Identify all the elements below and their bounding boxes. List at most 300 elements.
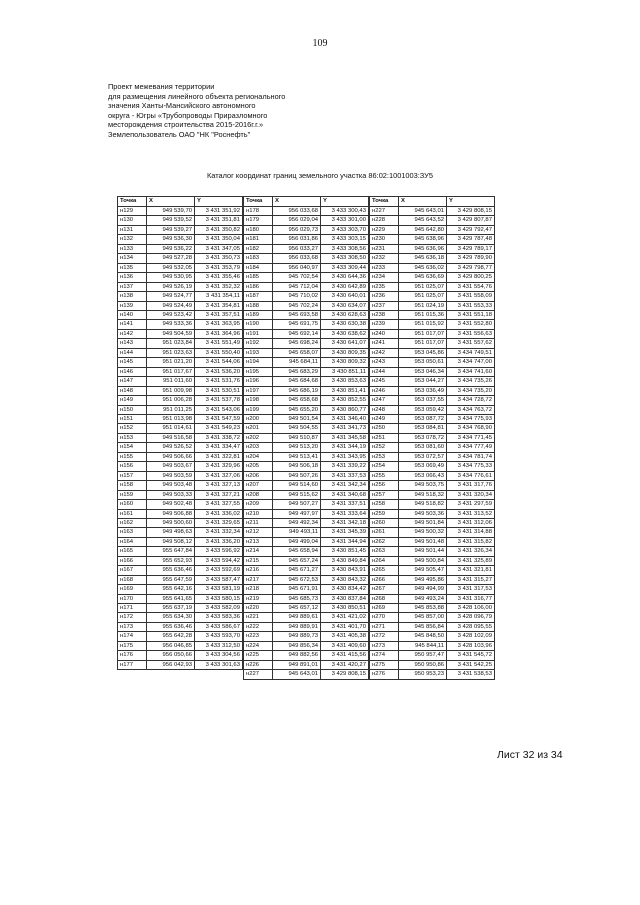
- x-coordinate-cell: 949 539,27: [147, 225, 195, 234]
- x-coordinate-cell: 956 033,27: [273, 244, 321, 253]
- table-row: [118, 282, 243, 291]
- point-id-cell: н167: [118, 566, 147, 575]
- table-row: [118, 632, 243, 641]
- x-coordinate-cell: 945 702,54: [273, 273, 321, 282]
- y-coordinate-cell: 3 434 775,93: [447, 414, 495, 423]
- y-coordinate-cell: 3 428 102,09: [447, 632, 495, 641]
- point-id-cell: н162: [118, 518, 147, 527]
- table-row: [118, 348, 243, 357]
- point-id-cell: н200: [244, 414, 273, 423]
- x-coordinate-cell: 949 493,11: [273, 528, 321, 537]
- x-coordinate-cell: 949 503,59: [147, 471, 195, 480]
- coordinate-table: [369, 196, 495, 680]
- y-coordinate-cell: 3 429 808,15: [321, 670, 369, 679]
- table-row: [244, 585, 369, 594]
- column-header-point: Точка: [370, 197, 399, 207]
- table-row: [118, 358, 243, 367]
- x-coordinate-cell: 949 889,61: [273, 613, 321, 622]
- y-coordinate-cell: 3 431 334,47: [195, 443, 243, 452]
- point-id-cell: н129: [118, 207, 147, 216]
- x-coordinate-cell: 951 023,63: [147, 348, 195, 357]
- x-coordinate-cell: 949 499,04: [273, 537, 321, 546]
- point-id-cell: н143: [118, 339, 147, 348]
- y-coordinate-cell: 3 430 634,07: [321, 301, 369, 310]
- x-coordinate-cell: 949 532,05: [147, 263, 195, 272]
- table-row: [370, 604, 495, 613]
- y-coordinate-cell: 3 431 558,09: [447, 292, 495, 301]
- point-id-cell: н231: [370, 244, 399, 253]
- y-coordinate-cell: 3 431 557,62: [447, 339, 495, 348]
- x-coordinate-cell: 955 634,30: [147, 613, 195, 622]
- point-id-cell: н184: [244, 263, 273, 272]
- point-id-cell: н196: [244, 377, 273, 386]
- x-coordinate-cell: 951 009,98: [147, 386, 195, 395]
- header-line: месторождения строительства 2015-2016г.г.»: [108, 120, 264, 130]
- x-coordinate-cell: 949 536,30: [147, 235, 195, 244]
- column-header-x: X: [399, 197, 447, 207]
- table-row: [370, 339, 495, 348]
- table-row: [370, 282, 495, 291]
- x-coordinate-cell: 951 015,92: [399, 320, 447, 329]
- x-coordinate-cell: 955 637,19: [147, 604, 195, 613]
- y-coordinate-cell: 3 430 809,35: [321, 348, 369, 357]
- x-coordinate-cell: 950 957,47: [399, 651, 447, 660]
- table-row: [118, 254, 243, 263]
- table-row: [370, 670, 495, 679]
- coordinate-table: [243, 196, 369, 680]
- point-id-cell: н219: [244, 594, 273, 603]
- table-row: [118, 651, 243, 660]
- point-id-cell: н173: [118, 622, 147, 631]
- point-id-cell: н175: [118, 641, 147, 650]
- empty-row: [118, 670, 243, 679]
- y-coordinate-cell: 3 433 308,50: [321, 254, 369, 263]
- point-id-cell: н135: [118, 263, 147, 272]
- table-row: [370, 207, 495, 216]
- x-coordinate-cell: 951 015,36: [399, 310, 447, 319]
- y-coordinate-cell: 3 431 547,59: [195, 414, 243, 423]
- y-coordinate-cell: 3 431 415,56: [321, 651, 369, 660]
- x-coordinate-cell: 949 495,86: [399, 575, 447, 584]
- table-row: [244, 490, 369, 499]
- table-row: [118, 641, 243, 650]
- point-id-cell: н227: [244, 670, 273, 679]
- x-coordinate-cell: 950 953,23: [399, 670, 447, 679]
- y-coordinate-cell: 3 429 792,47: [447, 225, 495, 234]
- point-id-cell: н229: [370, 225, 399, 234]
- table-row: [244, 254, 369, 263]
- table-row: [244, 386, 369, 395]
- y-coordinate-cell: 3 431 322,81: [195, 452, 243, 461]
- y-coordinate-cell: 3 431 405,38: [321, 632, 369, 641]
- y-coordinate-cell: 3 431 554,76: [447, 282, 495, 291]
- y-coordinate-cell: 3 429 789,17: [447, 244, 495, 253]
- x-coordinate-cell: 949 506,88: [147, 509, 195, 518]
- y-coordinate-cell: 3 430 628,63: [321, 310, 369, 319]
- y-coordinate-cell: 3 431 538,53: [447, 670, 495, 679]
- y-coordinate-cell: 3 431 327,21: [195, 490, 243, 499]
- y-coordinate-cell: 3 431 297,59: [447, 500, 495, 509]
- x-coordinate-cell: 945 856,84: [399, 622, 447, 631]
- point-id-cell: н271: [370, 622, 399, 631]
- y-coordinate-cell: 3 430 852,55: [321, 396, 369, 405]
- table-row: [244, 273, 369, 282]
- table-row: [370, 433, 495, 442]
- table-row: [244, 594, 369, 603]
- table-row: [118, 263, 243, 272]
- x-coordinate-cell: 949 524,77: [147, 292, 195, 301]
- table-row: [370, 358, 495, 367]
- y-coordinate-cell: 3 428 103,96: [447, 641, 495, 650]
- x-coordinate-cell: 949 513,41: [273, 452, 321, 461]
- table-row: [118, 500, 243, 509]
- x-coordinate-cell: 945 710,02: [273, 292, 321, 301]
- header-line: округа - Югры «Трубопроводы Приразломного: [108, 110, 268, 120]
- y-coordinate-cell: 3 431 336,20: [195, 537, 243, 546]
- point-id-cell: н216: [244, 566, 273, 575]
- y-coordinate-cell: 3 431 345,39: [321, 528, 369, 537]
- point-id-cell: н156: [118, 462, 147, 471]
- table-row: [244, 405, 369, 414]
- point-id-cell: н141: [118, 320, 147, 329]
- x-coordinate-cell: 949 510,87: [273, 433, 321, 442]
- y-coordinate-cell: 3 429 800,25: [447, 273, 495, 282]
- x-coordinate-cell: 956 050,66: [147, 651, 195, 660]
- y-coordinate-cell: 3 431 327,13: [195, 481, 243, 490]
- y-coordinate-cell: 3 433 593,70: [195, 632, 243, 641]
- header-line: для размещения линейного объекта регионального: [108, 91, 286, 101]
- point-id-cell: н257: [370, 490, 399, 499]
- point-id-cell: н132: [118, 235, 147, 244]
- point-id-cell: н146: [118, 367, 147, 376]
- x-coordinate-cell: 951 014,61: [147, 424, 195, 433]
- y-coordinate-cell: 3 430 809,32: [321, 358, 369, 367]
- point-id-cell: н244: [370, 367, 399, 376]
- y-coordinate-cell: 3 431 344,94: [321, 537, 369, 546]
- x-coordinate-cell: 949 526,52: [147, 443, 195, 452]
- y-coordinate-cell: 3 429 798,77: [447, 263, 495, 272]
- table-row: [118, 490, 243, 499]
- x-coordinate-cell: 953 072,57: [399, 452, 447, 461]
- x-coordinate-cell: 949 536,22: [147, 244, 195, 253]
- x-coordinate-cell: 951 017,67: [147, 367, 195, 376]
- table-row: [118, 509, 243, 518]
- x-coordinate-cell: 945 643,01: [399, 207, 447, 216]
- table-row: [370, 301, 495, 310]
- y-coordinate-cell: 3 433 580,15: [195, 594, 243, 603]
- y-coordinate-cell: 3 431 327,06: [195, 471, 243, 480]
- y-coordinate-cell: 3 431 355,46: [195, 273, 243, 282]
- table-row: [370, 509, 495, 518]
- x-coordinate-cell: 949 504,59: [147, 329, 195, 338]
- table-row: [370, 367, 495, 376]
- point-id-cell: н185: [244, 273, 273, 282]
- table-row: [370, 500, 495, 509]
- point-id-cell: н147: [118, 377, 147, 386]
- point-id-cell: н133: [118, 244, 147, 253]
- table-row: [370, 386, 495, 395]
- x-coordinate-cell: 949 507,27: [273, 500, 321, 509]
- y-coordinate-cell: 3 431 354,11: [195, 292, 243, 301]
- point-id-cell: н263: [370, 547, 399, 556]
- table-row: [370, 244, 495, 253]
- y-coordinate-cell: 3 433 301,00: [321, 216, 369, 225]
- x-coordinate-cell: 949 539,70: [147, 207, 195, 216]
- y-coordinate-cell: 3 431 342,18: [321, 518, 369, 527]
- table-row: [244, 556, 369, 565]
- x-coordinate-cell: 953 087,72: [399, 414, 447, 423]
- x-coordinate-cell: 953 084,81: [399, 424, 447, 433]
- y-coordinate-cell: 3 430 850,51: [321, 604, 369, 613]
- x-coordinate-cell: 945 655,20: [273, 405, 321, 414]
- table-row: [118, 396, 243, 405]
- point-id-cell: н174: [118, 632, 147, 641]
- x-coordinate-cell: 949 518,82: [399, 500, 447, 509]
- y-coordinate-cell: 3 431 343,95: [321, 452, 369, 461]
- point-id-cell: н166: [118, 556, 147, 565]
- y-coordinate-cell: 3 431 542,25: [447, 660, 495, 669]
- table-row: [118, 273, 243, 282]
- point-id-cell: н250: [370, 424, 399, 433]
- point-id-cell: н274: [370, 651, 399, 660]
- point-id-cell: н223: [244, 632, 273, 641]
- point-id-cell: н248: [370, 405, 399, 414]
- sheet-label: Лист 32 из 34: [497, 749, 563, 761]
- y-coordinate-cell: 3 433 586,67: [195, 622, 243, 631]
- y-coordinate-cell: 3 431 531,76: [195, 377, 243, 386]
- x-coordinate-cell: 949 503,67: [147, 462, 195, 471]
- x-coordinate-cell: 949 889,73: [273, 632, 321, 641]
- x-coordinate-cell: 956 029,73: [273, 225, 321, 234]
- table-row: [118, 367, 243, 376]
- x-coordinate-cell: 945 693,58: [273, 310, 321, 319]
- point-id-cell: н181: [244, 235, 273, 244]
- point-id-cell: н255: [370, 471, 399, 480]
- y-coordinate-cell: 3 431 344,19: [321, 443, 369, 452]
- x-coordinate-cell: 945 691,75: [273, 320, 321, 329]
- header-line: Проект межевания территории: [108, 82, 215, 91]
- y-coordinate-cell: 3 430 642,89: [321, 282, 369, 291]
- table-row: [118, 452, 243, 461]
- y-coordinate-cell: 3 431 556,63: [447, 329, 495, 338]
- y-coordinate-cell: 3 433 587,47: [195, 575, 243, 584]
- y-coordinate-cell: 3 433 592,69: [195, 566, 243, 575]
- table-row: [370, 263, 495, 272]
- table-row: [370, 490, 495, 499]
- table-row: [118, 471, 243, 480]
- table-row: [244, 547, 369, 556]
- table-row: [118, 547, 243, 556]
- y-coordinate-cell: 3 431 350,04: [195, 235, 243, 244]
- table-row: [244, 481, 369, 490]
- x-coordinate-cell: 945 638,96: [399, 235, 447, 244]
- table-row: [244, 433, 369, 442]
- x-coordinate-cell: 949 526,19: [147, 282, 195, 291]
- x-coordinate-cell: 949 500,32: [399, 528, 447, 537]
- table-row: [244, 282, 369, 291]
- point-id-cell: н221: [244, 613, 273, 622]
- x-coordinate-cell: 949 503,48: [147, 481, 195, 490]
- table-row: [244, 414, 369, 423]
- x-coordinate-cell: 956 040,97: [273, 263, 321, 272]
- y-coordinate-cell: 3 431 341,73: [321, 424, 369, 433]
- x-coordinate-cell: 945 685,73: [273, 594, 321, 603]
- y-coordinate-cell: 3 431 337,53: [321, 471, 369, 480]
- point-id-cell: н158: [118, 481, 147, 490]
- table-row: [118, 225, 243, 234]
- y-coordinate-cell: 3 430 860,77: [321, 405, 369, 414]
- point-id-cell: н148: [118, 386, 147, 395]
- point-id-cell: н225: [244, 651, 273, 660]
- x-coordinate-cell: 955 642,16: [147, 585, 195, 594]
- table-row: [244, 310, 369, 319]
- point-id-cell: н249: [370, 414, 399, 423]
- table-row: [244, 396, 369, 405]
- table-row: [244, 424, 369, 433]
- point-id-cell: н253: [370, 452, 399, 461]
- table-row: [370, 481, 495, 490]
- x-coordinate-cell: 945 657,12: [273, 604, 321, 613]
- y-coordinate-cell: 3 431 350,73: [195, 254, 243, 263]
- x-coordinate-cell: 949 527,28: [147, 254, 195, 263]
- y-coordinate-cell: 3 433 304,56: [195, 651, 243, 660]
- table-row: [244, 329, 369, 338]
- y-coordinate-cell: 3 434 777,49: [447, 443, 495, 452]
- y-coordinate-cell: 3 431 551,18: [447, 310, 495, 319]
- table-row: [118, 556, 243, 565]
- x-coordinate-cell: 949 518,32: [399, 490, 447, 499]
- y-coordinate-cell: 3 433 303,70: [321, 225, 369, 234]
- x-coordinate-cell: 949 503,36: [399, 509, 447, 518]
- table-row: [370, 396, 495, 405]
- x-coordinate-cell: 949 501,48: [399, 537, 447, 546]
- y-coordinate-cell: 3 431 364,96: [195, 329, 243, 338]
- y-coordinate-cell: 3 430 644,36: [321, 273, 369, 282]
- point-id-cell: н140: [118, 310, 147, 319]
- y-coordinate-cell: 3 431 321,81: [447, 566, 495, 575]
- x-coordinate-cell: 953 037,55: [399, 396, 447, 405]
- x-coordinate-cell: 956 033,68: [273, 207, 321, 216]
- table-row: [370, 660, 495, 669]
- table-row: [118, 443, 243, 452]
- x-coordinate-cell: 949 889,91: [273, 622, 321, 631]
- table-row: [244, 244, 369, 253]
- point-id-cell: н215: [244, 556, 273, 565]
- x-coordinate-cell: 955 652,93: [147, 556, 195, 565]
- table-row: [370, 556, 495, 565]
- point-id-cell: н191: [244, 329, 273, 338]
- y-coordinate-cell: 3 431 420,27: [321, 660, 369, 669]
- point-id-cell: н198: [244, 396, 273, 405]
- point-id-cell: н247: [370, 396, 399, 405]
- table-row: [244, 443, 369, 452]
- table-row: [118, 613, 243, 622]
- table-row: [118, 405, 243, 414]
- x-coordinate-cell: 949 504,55: [273, 424, 321, 433]
- y-coordinate-cell: 3 430 843,91: [321, 566, 369, 575]
- table-row: [118, 604, 243, 613]
- x-coordinate-cell: 951 021,20: [147, 358, 195, 367]
- table-row: [244, 301, 369, 310]
- point-id-cell: н220: [244, 604, 273, 613]
- x-coordinate-cell: 949 500,60: [147, 518, 195, 527]
- table-row: [118, 462, 243, 471]
- point-id-cell: н243: [370, 358, 399, 367]
- point-id-cell: н137: [118, 282, 147, 291]
- y-coordinate-cell: 3 433 594,42: [195, 556, 243, 565]
- y-coordinate-cell: 3 431 340,68: [321, 490, 369, 499]
- y-coordinate-cell: 3 429 787,48: [447, 235, 495, 244]
- point-id-cell: н275: [370, 660, 399, 669]
- empty-cell: [147, 670, 195, 679]
- y-coordinate-cell: 3 431 338,72: [195, 433, 243, 442]
- table-row: [244, 660, 369, 669]
- x-coordinate-cell: 945 658,07: [273, 348, 321, 357]
- x-coordinate-cell: 953 045,86: [399, 348, 447, 357]
- empty-cell: [195, 670, 243, 679]
- table-row: [244, 651, 369, 660]
- y-coordinate-cell: 3 431 345,58: [321, 433, 369, 442]
- y-coordinate-cell: 3 429 807,87: [447, 216, 495, 225]
- x-coordinate-cell: 956 031,86: [273, 235, 321, 244]
- x-coordinate-cell: 955 647,59: [147, 575, 195, 584]
- header-line: значения Ханты-Мансийского автономного: [108, 101, 256, 111]
- table-row: [244, 263, 369, 272]
- point-id-cell: н164: [118, 537, 147, 546]
- point-id-cell: н256: [370, 481, 399, 490]
- y-coordinate-cell: 3 431 320,34: [447, 490, 495, 499]
- point-id-cell: н202: [244, 433, 273, 442]
- x-coordinate-cell: 945 672,53: [273, 575, 321, 584]
- x-coordinate-cell: 945 853,88: [399, 604, 447, 613]
- x-coordinate-cell: 945 636,69: [399, 273, 447, 282]
- point-id-cell: н209: [244, 500, 273, 509]
- point-id-cell: н145: [118, 358, 147, 367]
- y-coordinate-cell: 3 434 735,26: [447, 377, 495, 386]
- table-row: [370, 566, 495, 575]
- table-row: [244, 235, 369, 244]
- point-id-cell: н258: [370, 500, 399, 509]
- x-coordinate-cell: 956 042,93: [147, 660, 195, 669]
- point-id-cell: н211: [244, 518, 273, 527]
- x-coordinate-cell: 945 636,96: [399, 244, 447, 253]
- table-row: [244, 604, 369, 613]
- point-id-cell: н232: [370, 254, 399, 263]
- y-coordinate-cell: 3 434 775,33: [447, 462, 495, 471]
- y-coordinate-cell: 3 430 641,07: [321, 339, 369, 348]
- point-id-cell: н262: [370, 537, 399, 546]
- point-id-cell: н276: [370, 670, 399, 679]
- point-id-cell: н139: [118, 301, 147, 310]
- point-id-cell: н214: [244, 547, 273, 556]
- x-coordinate-cell: 949 503,75: [399, 481, 447, 490]
- y-coordinate-cell: 3 430 638,62: [321, 329, 369, 338]
- point-id-cell: н186: [244, 282, 273, 291]
- point-id-cell: н131: [118, 225, 147, 234]
- table-row: [370, 310, 495, 319]
- column-header-y: Y: [195, 197, 243, 207]
- y-coordinate-cell: 3 433 583,36: [195, 613, 243, 622]
- x-coordinate-cell: 949 493,24: [399, 594, 447, 603]
- table-row: [244, 358, 369, 367]
- table-row: [244, 216, 369, 225]
- x-coordinate-cell: 949 516,58: [147, 433, 195, 442]
- table-row: [370, 443, 495, 452]
- x-coordinate-cell: 949 501,84: [399, 518, 447, 527]
- x-coordinate-cell: 949 492,34: [273, 518, 321, 527]
- table-row: [118, 622, 243, 631]
- x-coordinate-cell: 945 636,18: [399, 254, 447, 263]
